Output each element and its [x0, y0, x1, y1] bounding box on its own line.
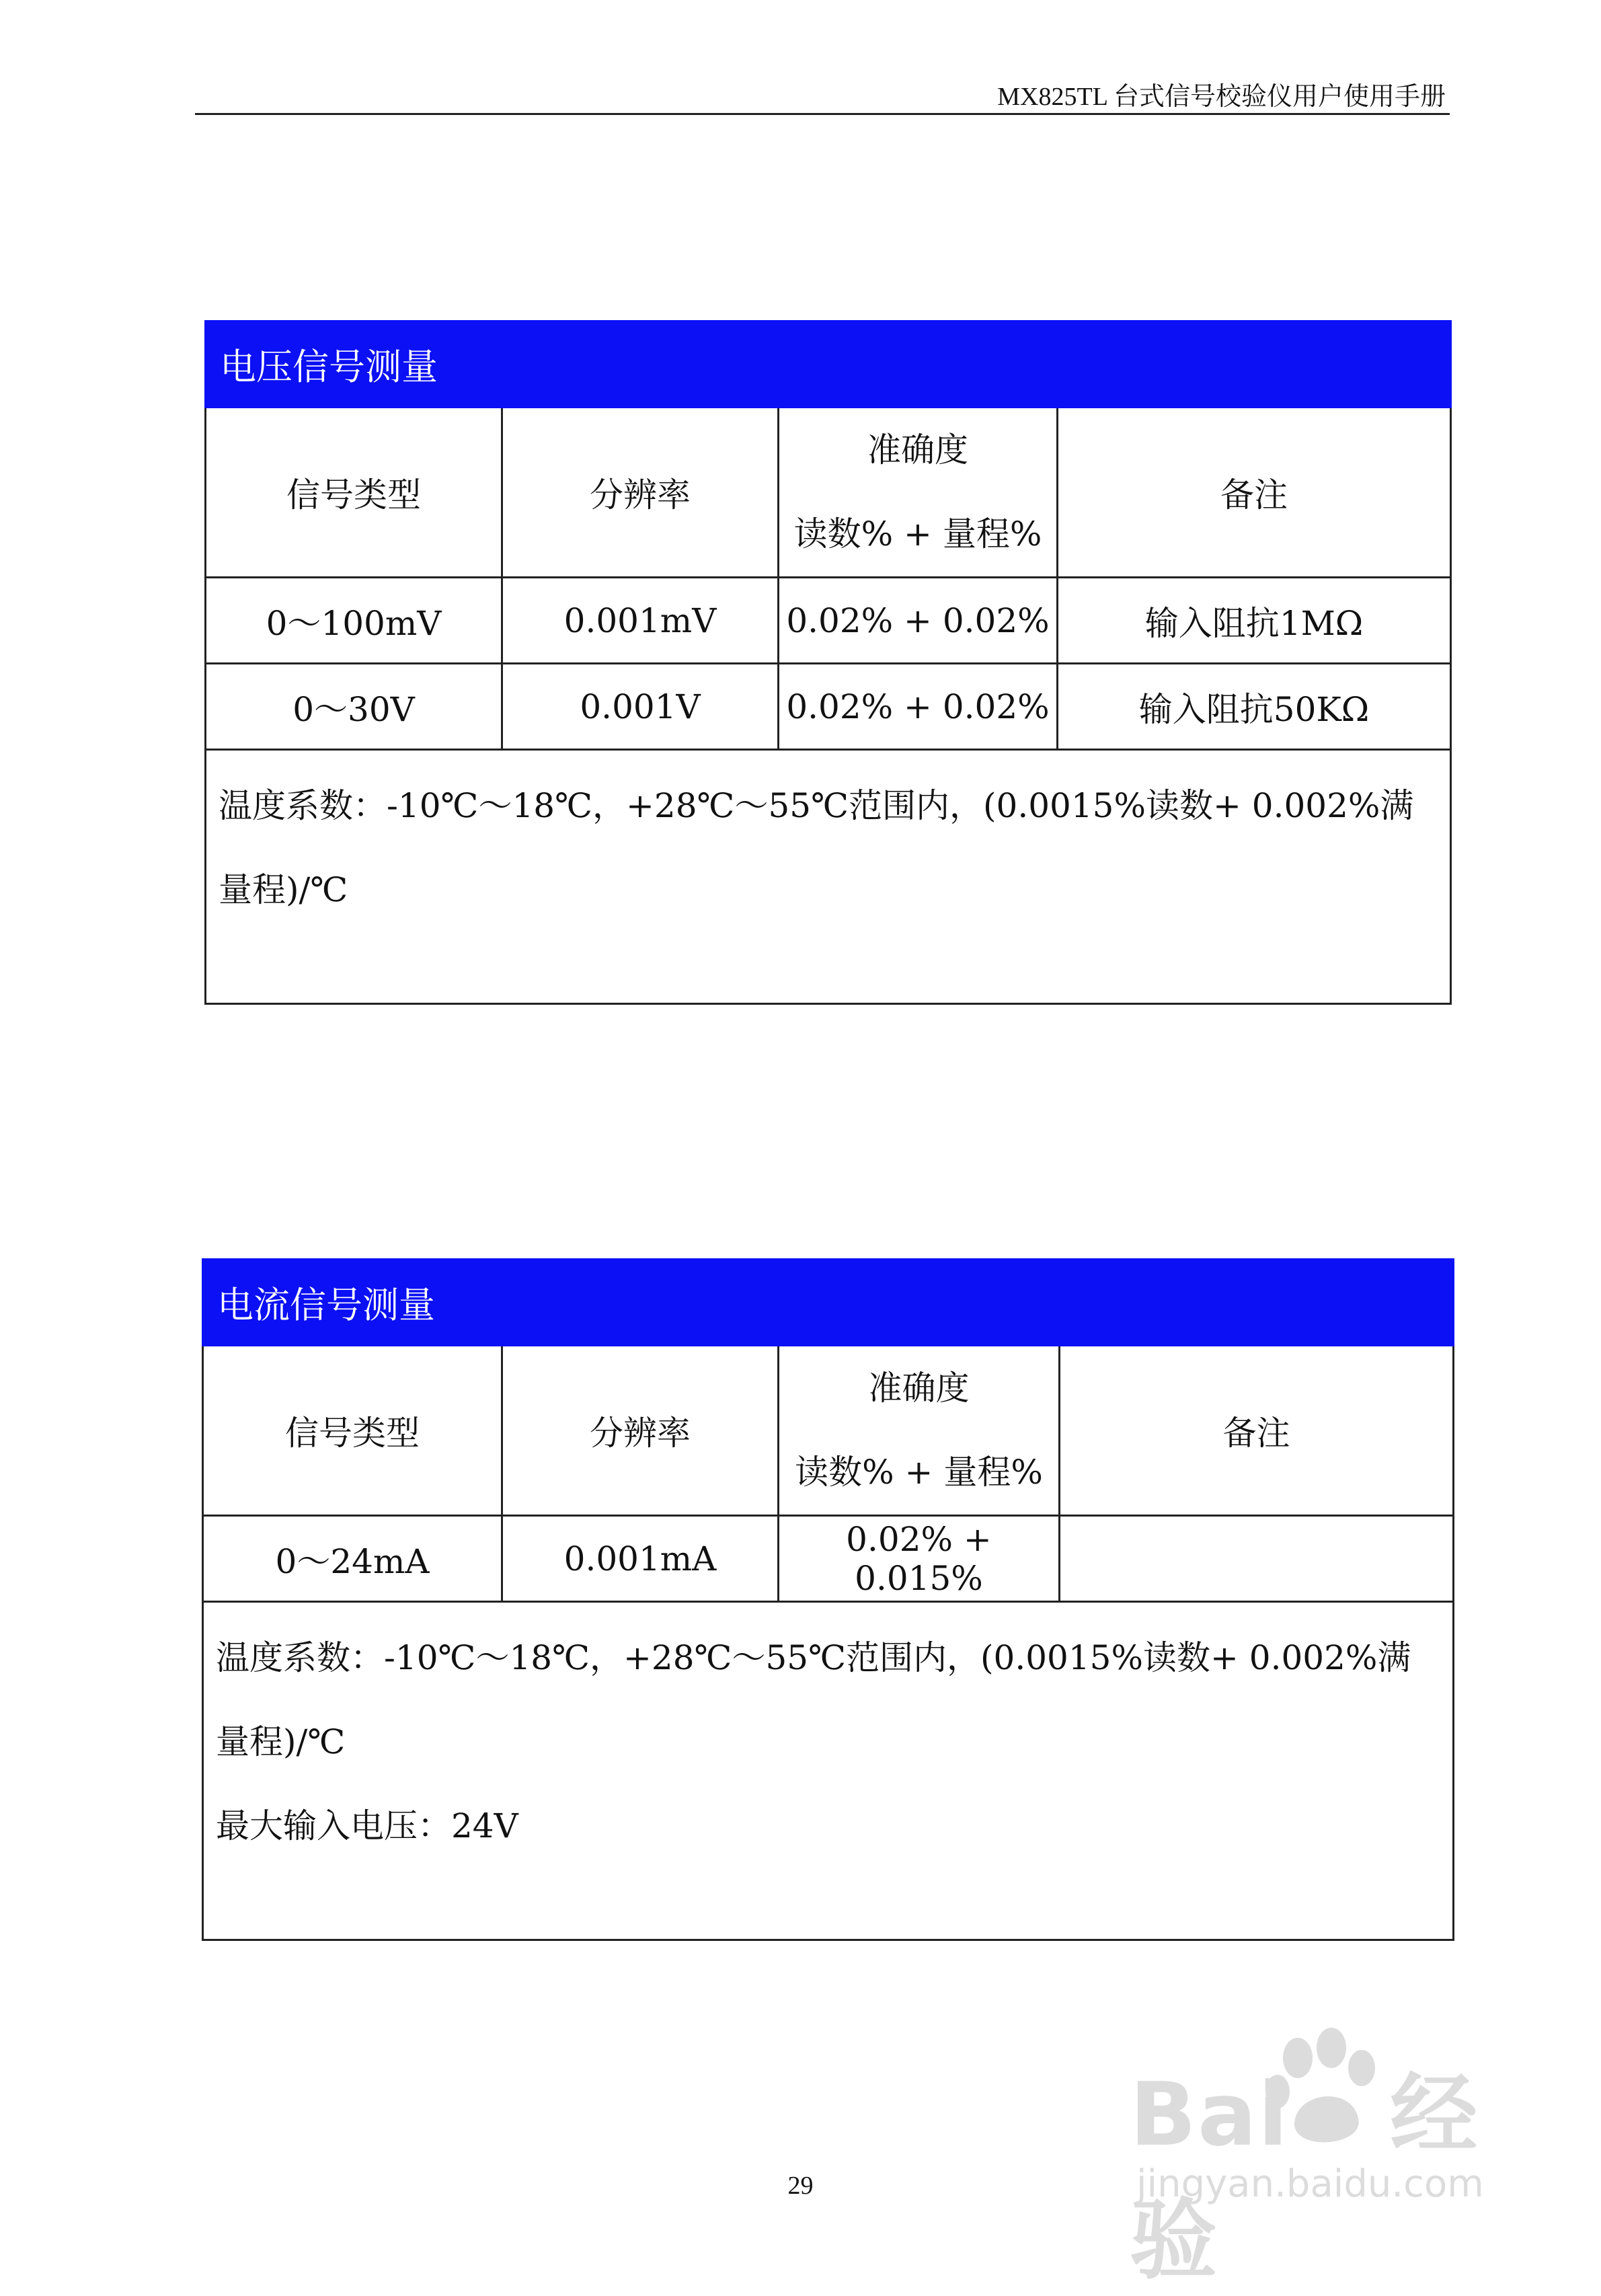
table-row [206, 578, 1451, 664]
cell-accuracy: 0.02% + 0.015% [779, 1516, 1060, 1602]
column-header-resolution: 分辨率 [502, 408, 779, 578]
cell-remark: 输入阻抗1MΩ [1058, 578, 1451, 664]
current-measurement-table [202, 1258, 1454, 1941]
watermark-logo-text: Bai 经验 [1130, 2063, 1479, 2291]
cell-type: 0～30V [206, 664, 502, 750]
max-voltage-line: 最大输入电压：24V [216, 1806, 518, 1845]
note-line: 温度系数：-10℃～18℃，+28℃～55℃范围内，(0.0015%读数+ 0.002%满 [219, 786, 1414, 825]
cell-remark [1060, 1516, 1454, 1602]
column-header-remark: 备注 [1058, 408, 1451, 578]
page-header [195, 73, 1450, 115]
note-line: 量程)/℃ [219, 870, 348, 909]
cell-resolution: 0.001mA [502, 1516, 779, 1602]
accuracy-sublabel: 读数% + 量程% [793, 514, 1042, 553]
cell-resolution: 0.001V [502, 664, 779, 750]
cell-resolution: 0.001mV [502, 578, 779, 664]
table-row [206, 664, 1451, 750]
voltage-measurement-table [204, 320, 1452, 1005]
note-line: 量程)/℃ [216, 1722, 346, 1761]
page-number: 29 [787, 2172, 814, 2200]
temperature-note [203, 1602, 1454, 1940]
column-header-remark: 备注 [1060, 1346, 1454, 1516]
cell-remark: 输入阻抗50KΩ [1058, 664, 1451, 750]
accuracy-label: 准确度 [868, 1369, 970, 1408]
column-header-type: 信号类型 [206, 408, 502, 578]
cell-accuracy: 0.02% + 0.02% [779, 664, 1058, 750]
temperature-note [206, 750, 1451, 1004]
table-title: 电压信号测量 [206, 321, 1451, 408]
accuracy-sublabel: 读数% + 量程% [795, 1453, 1043, 1492]
cell-type: 0～100mV [206, 578, 502, 664]
note-line: 温度系数：-10℃～18℃，+28℃～55℃范围内，(0.0015%读数+ 0.002%满 [216, 1638, 1411, 1677]
column-header-type: 信号类型 [203, 1346, 502, 1516]
table-title: 电流信号测量 [203, 1260, 1454, 1346]
cell-type: 0～24mA [203, 1516, 502, 1602]
cell-accuracy: 0.02% + 0.02% [779, 578, 1058, 664]
accuracy-label: 准确度 [867, 430, 968, 469]
document-title: MX825TL 台式信号校验仪用户使用手册 [997, 83, 1446, 111]
column-header-accuracy [779, 1346, 1060, 1516]
column-header-accuracy [779, 408, 1058, 578]
column-header-resolution: 分辨率 [502, 1346, 779, 1516]
watermark-url: jingyan.baidu.com [1136, 2162, 1484, 2206]
table-row [203, 1516, 1454, 1602]
